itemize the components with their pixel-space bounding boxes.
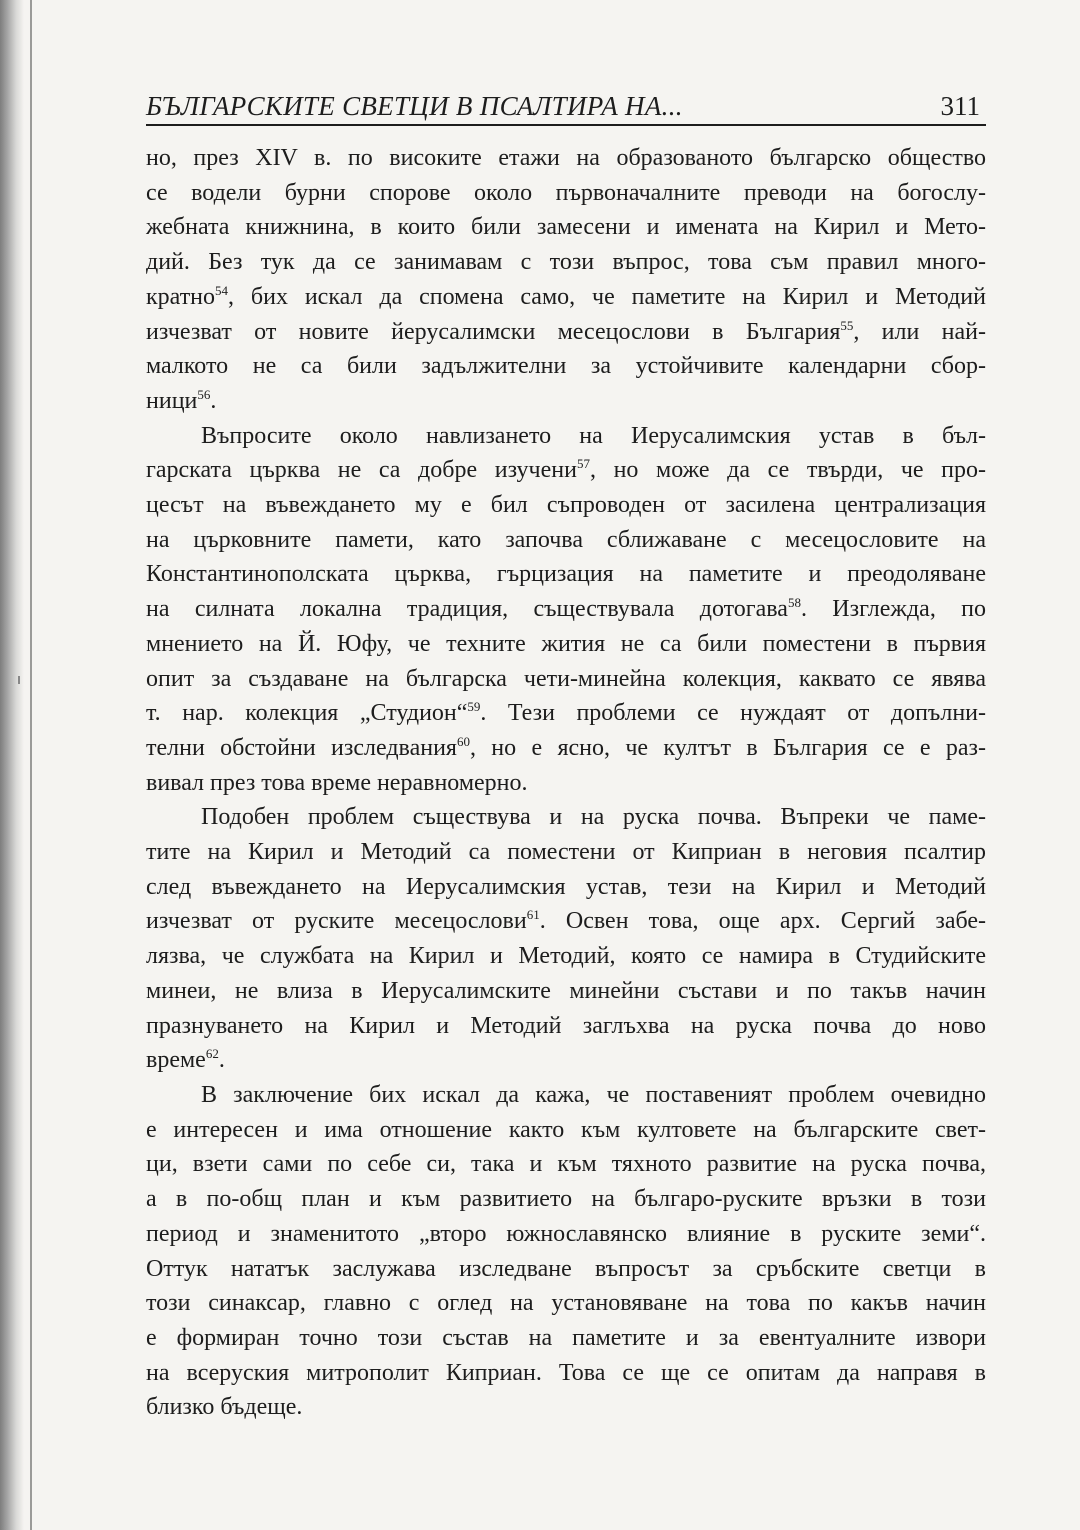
text-run: жебната книжнина, в които били замесени и имената на Кирил и Мето-: [146, 214, 986, 241]
running-title: БЪЛГАРСКИТЕ СВЕТЦИ В ПСАЛТИРА НА...: [146, 91, 683, 121]
paragraph: [146, 1078, 986, 1425]
text-run: празнуването на Кирил и Методий заглъхва на руска почва до ново: [146, 1012, 986, 1039]
text-run: на всеруския митрополит Киприан. Това се ще се опитам да направя в: [146, 1359, 986, 1386]
text-run: т. нар. колекция „Студион“: [146, 700, 468, 727]
text-run: кратно: [146, 283, 216, 310]
text-run: Константинополската църква, гърцизация на паметите и преодоляване: [146, 561, 986, 588]
text-run: В заключение бих искал да кажа, че поставеният проблем очевидно: [201, 1081, 986, 1108]
text-run: Въпросите около навлизането на Иерусалимския устав в бъл-: [201, 422, 986, 449]
footnote-marker[interactable]: 62: [205, 1046, 219, 1062]
text-run: мнението на Й. Юфу, че техните жития не са били поместени в първия: [146, 630, 986, 657]
text-line: [146, 627, 986, 662]
text-line: [146, 800, 986, 835]
text-line: [146, 1286, 986, 1321]
text-run: на силната локална традиция, съществувала дотогава: [146, 596, 788, 623]
text-run: , но може да се твърди, че про-: [589, 457, 987, 484]
text-line: [146, 1009, 986, 1044]
text-run: телни обстойни изследвания: [146, 734, 457, 761]
text-line: [146, 176, 986, 211]
text-run: . Освен това, още арх. Сергий забе-: [539, 908, 987, 935]
text-run: време: [146, 1047, 206, 1074]
text-line: [146, 1182, 986, 1217]
text-run: Оттук нататък заслужава изследване въпросът за сръбските светци в: [146, 1255, 986, 1282]
text-run: , но е ясно, че култът в България се е раз-: [469, 734, 987, 761]
text-line: [146, 1390, 986, 1425]
paragraph: [146, 419, 986, 801]
page-edge-line: [30, 0, 32, 1530]
body-text: [146, 141, 986, 1425]
paragraph: [146, 141, 986, 419]
text-line: [146, 696, 986, 731]
text-line: [146, 662, 986, 697]
text-line: [146, 1043, 986, 1078]
text-line: [146, 592, 986, 627]
text-line: [146, 1321, 986, 1356]
text-run: . Тези проблеми се нуждаят от допълни-: [480, 700, 986, 727]
text-line: [146, 974, 986, 1009]
text-run: .: [218, 1047, 225, 1074]
text-line: [146, 766, 986, 801]
paragraph: [146, 800, 986, 1078]
page-number: 311: [940, 91, 980, 121]
text-line: [146, 384, 986, 419]
text-run: се водели бурни спорове около първоначалните преводи на богослу-: [146, 179, 986, 206]
margin-mark: [18, 676, 20, 684]
text-line: [146, 939, 986, 974]
text-line: [146, 1147, 986, 1182]
text-run: изчезват от руските месецослови: [146, 908, 527, 935]
footnote-marker[interactable]: 55: [840, 317, 854, 333]
text-run: близко бъдеще.: [146, 1394, 303, 1421]
text-run: ци, взети сами по себе си, така и към тяхното развитие на руска почва,: [146, 1151, 986, 1178]
text-run: опит за създаване на българска чети-минейна колекция, каквато се явява: [146, 665, 986, 692]
text-run: вивал през това време неравномерно.: [146, 769, 528, 796]
text-line: [146, 523, 986, 558]
text-line: [146, 835, 986, 870]
text-line: [146, 453, 986, 488]
footnote-marker[interactable]: 61: [526, 907, 540, 923]
text-run: на църковните памети, като започва сближаване с месецословите на: [146, 526, 986, 553]
text-line: [146, 1356, 986, 1391]
book-spine-shadow: [0, 0, 24, 1530]
text-run: , или най-: [853, 318, 986, 345]
text-line: [146, 488, 986, 523]
footnote-marker[interactable]: 60: [456, 733, 470, 749]
text-run: , бих искал да спомена само, че паметите на Кирил и Методий: [228, 283, 986, 310]
text-run: Подобен проблем съществува и на руска почва. Въпреки че паме-: [201, 804, 986, 831]
text-run: но, през XIV в. по високите етажи на образованото българско общество: [146, 145, 986, 171]
text-run: дий. Без тук да се занимавам с този въпрос, това съм правил много-: [146, 249, 986, 276]
footnote-marker[interactable]: 59: [467, 699, 481, 715]
text-line: [146, 280, 986, 315]
text-run: .: [210, 387, 217, 414]
text-run: период и знаменитото „второ южнославянско влияние в руските земи“.: [146, 1220, 986, 1247]
text-run: е формиран точно този състав на паметите и за евентуалните извори: [146, 1324, 986, 1351]
text-line: [146, 141, 986, 176]
text-line: [146, 1217, 986, 1252]
text-run: гарската църква не са добре изучени: [146, 457, 577, 484]
text-run: а в по-общ план и към развитието на българо-руските връзки в този: [146, 1186, 986, 1213]
text-line: [146, 210, 986, 245]
text-line: [146, 870, 986, 905]
text-line: [146, 731, 986, 766]
header-rule: [146, 124, 986, 126]
text-line: [146, 1252, 986, 1287]
text-line: [146, 349, 986, 384]
footnote-marker[interactable]: 57: [576, 456, 590, 472]
text-run: изчезват от новите йерусалимски месецослови в България: [146, 318, 841, 345]
text-run: малкото не са били задължителни за устойчивите календарни сбор-: [146, 353, 986, 380]
text-line: [146, 315, 986, 350]
text-line: [146, 1113, 986, 1148]
text-run: този синаксар, главно с оглед на установяване на това по какъв начин: [146, 1290, 986, 1317]
running-header: [146, 84, 986, 124]
footnote-marker[interactable]: 56: [197, 386, 211, 402]
text-run: лязва, че службата на Кирил и Методий, която се намира в Студийските: [146, 943, 986, 970]
footnote-marker[interactable]: 54: [215, 282, 229, 298]
text-run: цесът на въвеждането му е бил съпроводен от засилена централизация: [146, 492, 986, 519]
text-line: [146, 904, 986, 939]
footnote-marker[interactable]: 58: [787, 595, 801, 611]
text-line: [146, 419, 986, 454]
text-line: [146, 245, 986, 280]
text-run: минеи, не влиза в Иерусалимските минейни състави и по такъв начин: [146, 977, 986, 1004]
text-line: [146, 557, 986, 592]
text-line: [146, 1078, 986, 1113]
text-run: ници: [146, 387, 198, 414]
text-run: след въвеждането на Иерусалимския устав, тези на Кирил и Методий: [146, 873, 986, 900]
text-run: . Изглежда, по: [800, 596, 986, 623]
text-run: е интересен и има отношение както към култовете на българските свет-: [146, 1116, 986, 1143]
text-run: тите на Кирил и Методий са поместени от Киприан в неговия псалтир: [146, 839, 986, 866]
